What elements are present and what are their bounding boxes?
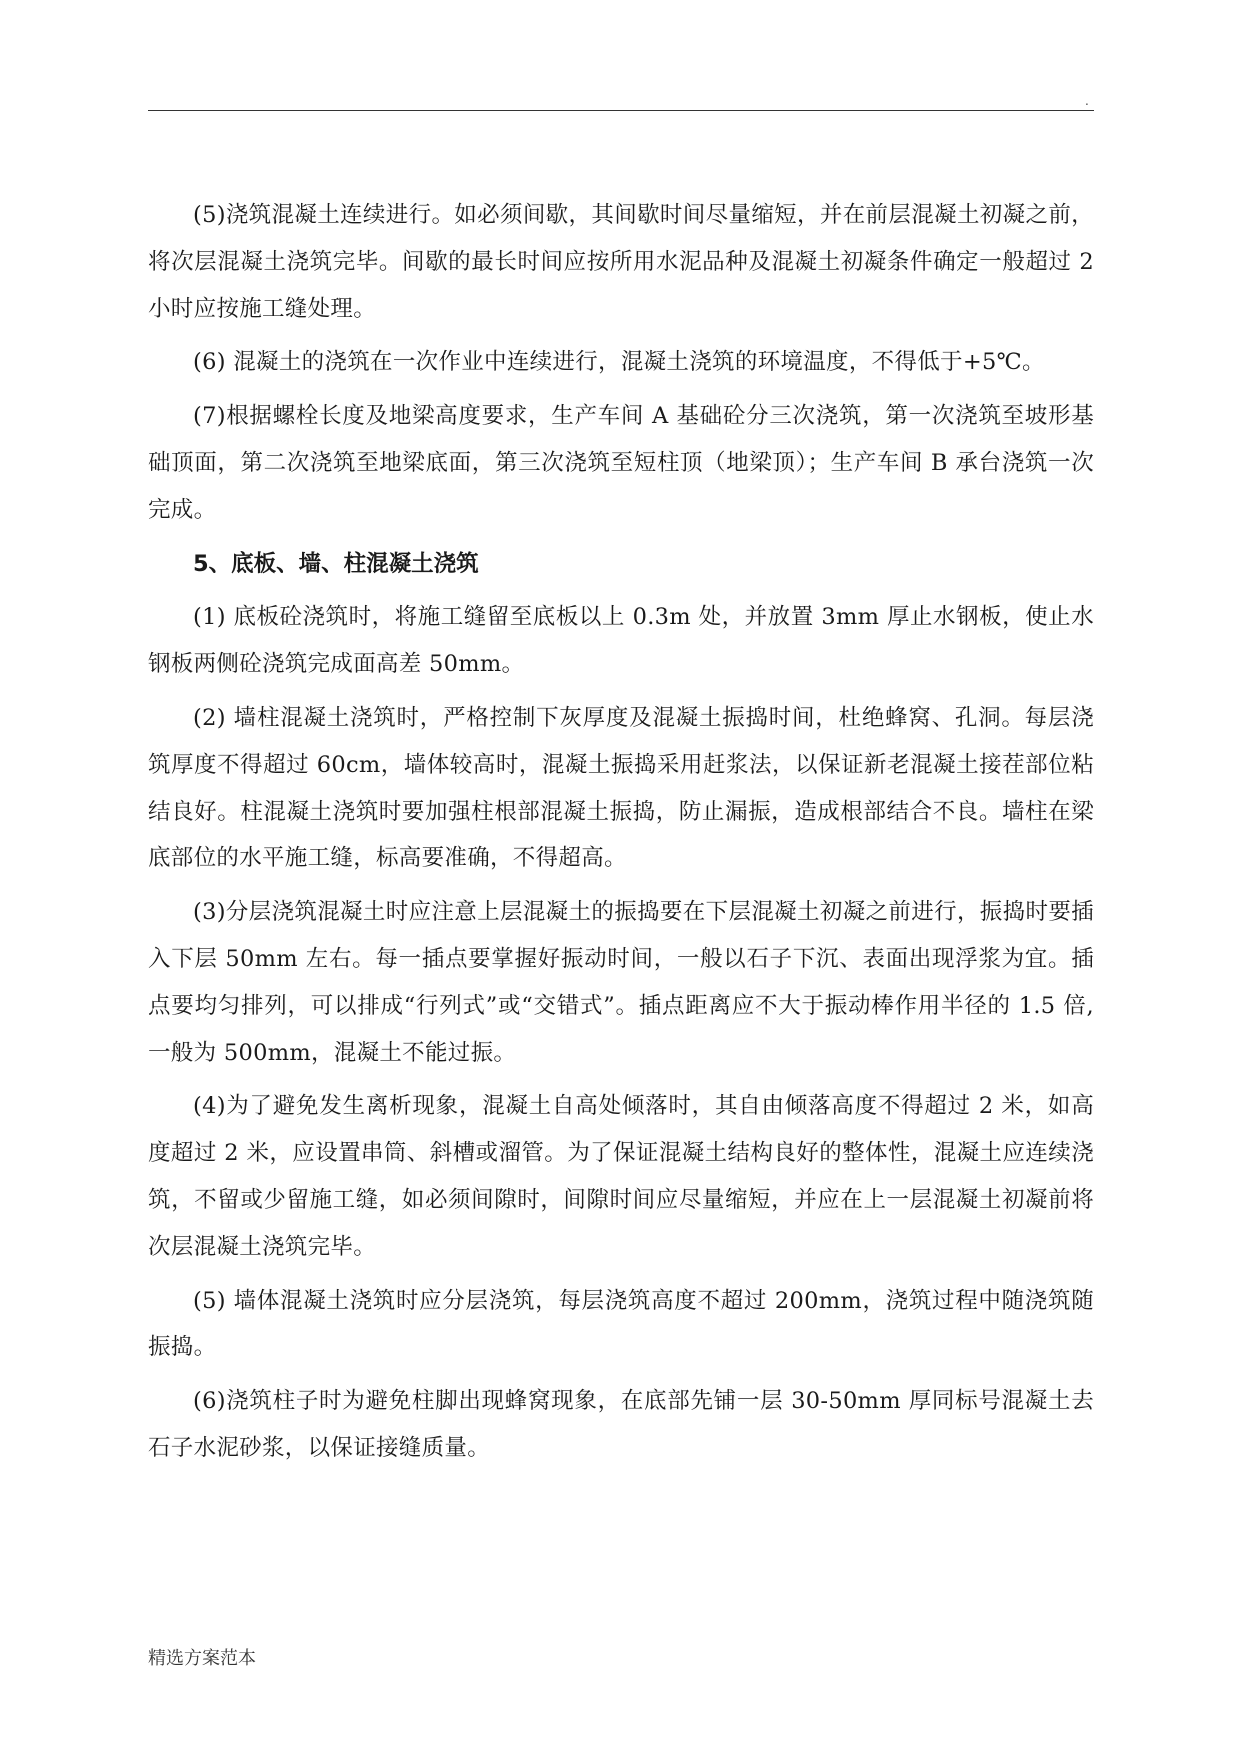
header-mark: . [1085, 94, 1089, 108]
document-body [148, 192, 1094, 1479]
paragraph-6-temperature: (6) 混凝土的浇筑在一次作业中连续进行，混凝土浇筑的环境温度，不得低于+5℃。 [193, 349, 1045, 376]
section-heading: 5、底板、墙、柱混凝土浇筑 [193, 550, 479, 577]
section-paragraph-3: (3)分层浇筑混凝土时应注意上层混凝土的振捣要在下层混凝土初凝之前进行，振捣时要插入下层 50mm 左右。每一插点要掌握好振动时间，一般以石子下沉、表面出现浮浆为宜。插点要均匀排列，可以排成“行列式”或“交错式”。插点距离应不大于振动棒作用半径的 1.5 倍,一般为 500mm，混凝土不能过振。 [148, 899, 1094, 1066]
paragraph-5-continuous-pouring: (5)浇筑混凝土连续进行。如必须间歇，其间歇时间尽量缩短，并在前层混凝土初凝之前，将次层混凝土浇筑完毕。间歇的最长时间应按所用水泥品种及混凝土初凝条件确定一般超过 2 小时应按施工缝处理。 [148, 202, 1094, 322]
section-paragraph-4: (4)为了避免发生离析现象，混凝土自高处倾落时，其自由倾落高度不得超过 2 米，如高度超过 2 米，应设置串筒、斜槽或溜管。为了保证混凝土结构良好的整体性，混凝土应连续浇筑，不留或少留施工缝，如必须间隙时，间隙时间应尽量缩短，并应在上一层混凝土初凝前将次层混凝土浇筑完毕。 [148, 1093, 1094, 1260]
section-paragraph-6: (6)浇筑柱子时为避免柱脚出现蜂窝现象，在底部先铺一层 30-50mm 厚同标号混凝土去石子水泥砂浆，以保证接缝质量。 [148, 1388, 1094, 1461]
section-paragraph-1: (1) 底板砼浇筑时，将施工缝留至底板以上 0.3m 处，并放置 3mm 厚止水钢板，使止水钢板两侧砼浇筑完成面高差 50mm。 [148, 604, 1094, 678]
paragraph-7-foundation-pouring: (7)根据螺栓长度及地梁高度要求，生产车间 A 基础砼分三次浇筑，第一次浇筑至坡形基础顶面，第二次浇筑至地梁底面，第三次浇筑至短柱顶（地梁顶）；生产车间 B 承台浇筑一次完成。 [148, 403, 1094, 523]
section-paragraph-2: (2) 墙柱混凝土浇筑时，严格控制下灰厚度及混凝土振捣时间，杜绝蜂窝、孔洞。每层浇筑厚度不得超过 60cm，墙体较高时，混凝土振捣采用赶浆法，以保证新老混凝土接茬部位粘结良好。柱混凝土浇筑时要加强柱根部混凝土振捣，防止漏振，造成根部结合不良。墙柱在梁底部位的水平施工缝，标高要准确，不得超高。 [148, 704, 1094, 872]
footer-text: 精选方案范本 [148, 1648, 256, 1669]
section-paragraph-5: (5) 墙体混凝土浇筑时应分层浇筑，每层浇筑高度不超过 200mm，浇筑过程中随浇筑随振捣。 [148, 1287, 1094, 1361]
header-rule [148, 110, 1094, 111]
